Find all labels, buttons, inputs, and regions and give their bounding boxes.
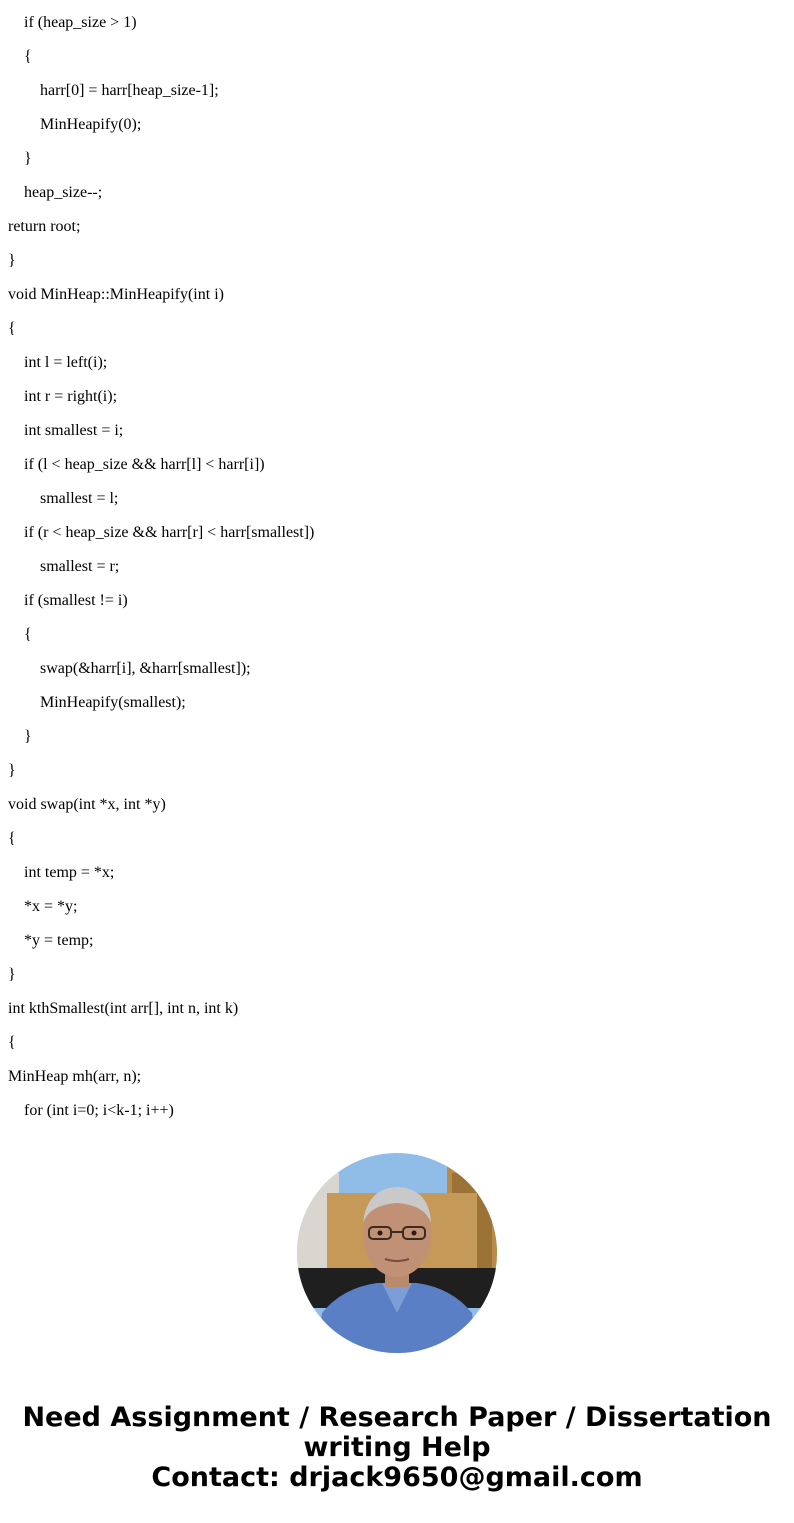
code-listing [8, 6, 788, 1128]
promo-line-1: Need Assignment / Research Paper / Dissertation [22, 1402, 772, 1433]
code-line: int r = right(i); [24, 388, 118, 405]
code-line: int smallest = i; [24, 422, 124, 439]
promo-banner [0, 1403, 794, 1493]
person-photo-icon [297, 1153, 497, 1353]
code-line: if (heap_size > 1) [24, 14, 137, 31]
code-line: { [24, 626, 32, 643]
code-line: if (smallest != i) [24, 592, 128, 609]
code-line: } [8, 762, 16, 779]
code-line: return root; [8, 218, 81, 235]
code-line: swap(&harr[i], &harr[smallest]); [40, 660, 251, 677]
code-line: harr[0] = harr[heap_size-1]; [40, 82, 219, 99]
code-line: smallest = r; [40, 558, 120, 575]
code-line: { [8, 1034, 16, 1051]
code-line: if (r < heap_size && harr[r] < harr[smallest]) [24, 524, 315, 541]
code-line: if (l < heap_size && harr[l] < harr[i]) [24, 456, 265, 473]
code-line: int kthSmallest(int arr[], int n, int k) [8, 1000, 239, 1017]
code-line: smallest = l; [40, 490, 119, 507]
code-line: for (int i=0; i<k-1; i++) [24, 1102, 174, 1119]
code-line: *y = temp; [24, 932, 94, 949]
code-line: MinHeap mh(arr, n); [8, 1068, 142, 1085]
code-line: } [24, 728, 32, 745]
code-line: } [8, 966, 16, 983]
code-line: { [8, 830, 16, 847]
code-line: heap_size--; [24, 184, 103, 201]
code-line: { [24, 48, 32, 65]
promo-contact: Contact: drjack9650@gmail.com [151, 1462, 643, 1493]
code-line: *x = *y; [24, 898, 78, 915]
code-line: MinHeapify(0); [40, 116, 142, 133]
code-line: int l = left(i); [24, 354, 108, 371]
code-line: int temp = *x; [24, 864, 115, 881]
code-line: } [8, 252, 16, 269]
code-line: void MinHeap::MinHeapify(int i) [8, 286, 224, 303]
code-line: } [24, 150, 32, 167]
author-avatar [297, 1153, 497, 1353]
code-line: void swap(int *x, int *y) [8, 796, 166, 813]
code-line: MinHeapify(smallest); [40, 694, 186, 711]
code-line: { [8, 320, 16, 337]
promo-line-2: writing Help [303, 1432, 491, 1463]
